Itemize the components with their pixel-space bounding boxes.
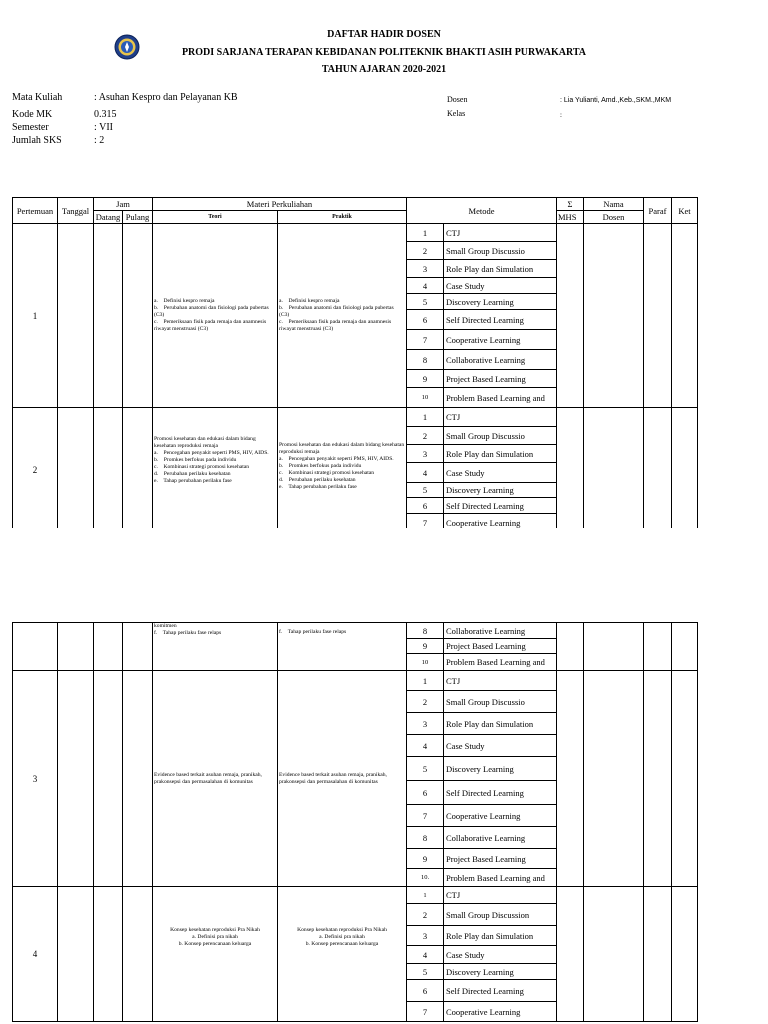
ket-cell[interactable] bbox=[672, 224, 698, 408]
praktik-text: Evidence based terkait asuhan remaja, pranikah, prakonsepsi dan permasalahan di komunitas bbox=[279, 771, 389, 785]
method-name: Self Directed Learning bbox=[444, 310, 557, 330]
teori-text: Promosi kesehatan dan edukasi dalam bidang kesehatan reproduksi remaja a. Pencegahan penyakit seperti PMS, HIV, AIDS. b. Promkes berfokus pada individu c. Kombinasi strategi promosi kesehatan d. Perubahan perilaku kesehatan e. Tahap perubahan perilaku fase bbox=[154, 436, 269, 484]
method-name: Collaborative Learning bbox=[444, 350, 557, 370]
col-sigma: Σ bbox=[557, 198, 584, 211]
ket-cell[interactable] bbox=[672, 623, 698, 671]
method-number: 4 bbox=[407, 946, 444, 964]
method-name: Case Study bbox=[444, 278, 557, 294]
method-name: Problem Based Learning and bbox=[444, 654, 557, 671]
praktik-cell bbox=[278, 623, 407, 671]
method-name: Cooperative Learning bbox=[444, 1002, 557, 1022]
method-number: 8 bbox=[407, 623, 444, 639]
method-name: Self Directed Learning bbox=[444, 781, 557, 805]
method-number: 7 bbox=[407, 1002, 444, 1022]
method-number: 1 bbox=[407, 887, 444, 904]
method-number: 6 bbox=[407, 498, 444, 514]
tanggal-cell[interactable] bbox=[58, 623, 94, 671]
method-name: Discovery Learning bbox=[444, 757, 557, 781]
praktik-cell bbox=[278, 224, 407, 408]
col-metode: Metode bbox=[407, 198, 557, 224]
document-title: DAFTAR HADIR DOSEN bbox=[327, 29, 441, 40]
meeting-number: 4 bbox=[13, 887, 58, 1022]
method-number: 4 bbox=[407, 463, 444, 483]
method-name: CTJ bbox=[444, 671, 557, 691]
method-number: 5 bbox=[407, 964, 444, 980]
method-number: 3 bbox=[407, 926, 444, 946]
ket-cell[interactable] bbox=[672, 408, 698, 533]
method-number: 6 bbox=[407, 781, 444, 805]
praktik-cell bbox=[278, 887, 407, 1022]
kode-mk-label: Kode MK bbox=[12, 109, 53, 120]
mata-kuliah-label: Mata Kuliah bbox=[12, 92, 63, 103]
pulang-cell[interactable] bbox=[123, 224, 153, 408]
method-name: Project Based Learning bbox=[444, 849, 557, 869]
praktik-cell bbox=[278, 671, 407, 887]
nama-dosen-cell[interactable] bbox=[584, 408, 644, 533]
col-mhs: MHS bbox=[557, 211, 584, 224]
method-number: 10. bbox=[407, 869, 444, 887]
semester-value: : VII bbox=[94, 122, 113, 133]
method-name: Case Study bbox=[444, 946, 557, 964]
method-number: 2 bbox=[407, 904, 444, 926]
method-number: 5 bbox=[407, 483, 444, 498]
pertemuan-cell bbox=[13, 623, 58, 671]
method-name: CTJ bbox=[444, 224, 557, 242]
attendance-table-page-2 bbox=[12, 622, 698, 1022]
col-pertemuan: Pertemuan bbox=[13, 198, 58, 224]
meeting-2-continued-row bbox=[13, 623, 698, 639]
method-name: Case Study bbox=[444, 735, 557, 757]
method-number: 9 bbox=[407, 639, 444, 654]
mata-kuliah-value: : Asuhan Kespro dan Pelayanan KB bbox=[94, 92, 238, 103]
method-name: Small Group Discussion bbox=[444, 904, 557, 926]
method-name: CTJ bbox=[444, 408, 557, 427]
method-name: Problem Based Learning and bbox=[444, 388, 557, 408]
meeting-2-row bbox=[13, 408, 698, 427]
col-datang: Datang bbox=[94, 211, 123, 224]
semester-label: Semester bbox=[12, 122, 49, 133]
jumlah-sks-value: : 2 bbox=[94, 135, 105, 146]
kelas-label: Kelas bbox=[447, 109, 466, 118]
method-number: 9 bbox=[407, 849, 444, 869]
nama-dosen-cell[interactable] bbox=[584, 224, 644, 408]
method-name: Role Play dan Simulation bbox=[444, 260, 557, 278]
col-jam: Jam bbox=[94, 198, 153, 211]
method-name: Project Based Learning bbox=[444, 370, 557, 388]
method-name: Discovery Learning bbox=[444, 483, 557, 498]
method-name: Case Study bbox=[444, 463, 557, 483]
method-name: Small Group Discussio bbox=[444, 242, 557, 260]
method-name: Discovery Learning bbox=[444, 964, 557, 980]
tanggal-cell[interactable] bbox=[58, 887, 94, 1022]
tanggal-cell[interactable] bbox=[58, 224, 94, 408]
method-name: Self Directed Learning bbox=[444, 980, 557, 1002]
meeting-1-row bbox=[13, 224, 698, 242]
method-number: 10 bbox=[407, 388, 444, 408]
dosen-label: Dosen bbox=[447, 95, 468, 104]
method-name: Small Group Discussio bbox=[444, 691, 557, 713]
tanggal-cell[interactable] bbox=[58, 408, 94, 533]
method-number: 7 bbox=[407, 514, 444, 533]
method-name: Collaborative Learning bbox=[444, 623, 557, 639]
meeting-number: 3 bbox=[13, 671, 58, 887]
method-number: 8 bbox=[407, 350, 444, 370]
mhs-cell[interactable] bbox=[557, 671, 584, 887]
method-number: 2 bbox=[407, 242, 444, 260]
teori-text: Evidence based terkait asuhan remaja, pranikah, prakonsepsi dan permasalahan di komunitas bbox=[154, 771, 264, 785]
ket-cell[interactable] bbox=[672, 671, 698, 887]
method-name: Cooperative Learning bbox=[444, 330, 557, 350]
method-number: 5 bbox=[407, 294, 444, 310]
pulang-cell[interactable] bbox=[123, 408, 153, 533]
pulang-cell[interactable] bbox=[123, 887, 153, 1022]
meeting-number: 2 bbox=[13, 408, 58, 533]
datang-cell[interactable] bbox=[94, 224, 123, 408]
method-name: CTJ bbox=[444, 887, 557, 904]
method-number: 6 bbox=[407, 980, 444, 1002]
datang-cell[interactable] bbox=[94, 887, 123, 1022]
col-pulang: Pulang bbox=[123, 211, 153, 224]
teori-text: Konsep kesehatan reproduksi Pra Nikah a. Definisi pra nikah b. Konsep perencanaan keluarga bbox=[170, 927, 260, 947]
meeting-3-row bbox=[13, 671, 698, 691]
method-name: Self Directed Learning bbox=[444, 498, 557, 514]
mhs-cell[interactable] bbox=[557, 224, 584, 408]
method-number: 8 bbox=[407, 827, 444, 849]
col-ket: Ket bbox=[672, 198, 698, 224]
teori-cell bbox=[153, 623, 278, 671]
method-name: Role Play dan Simulation bbox=[444, 713, 557, 735]
teori-cell bbox=[153, 224, 278, 408]
method-number: 10 bbox=[407, 654, 444, 671]
nama-dosen-cell[interactable] bbox=[584, 887, 644, 1022]
col-praktik: Praktik bbox=[278, 211, 407, 224]
dosen-value: : Lia Yulianti, Amd.,Keb.,SKM.,MKM bbox=[560, 97, 672, 104]
kelas-value: : bbox=[560, 111, 562, 119]
praktik-text: a. Definisi kespro remaja b. Perubahan anatomi dan fisiologi pada pubertas (C3) c. Pemeriksaan fisik pada remaja dan anamnesis riwayat menstruasi (C3) bbox=[279, 298, 394, 332]
method-name: Discovery Learning bbox=[444, 294, 557, 310]
teori-text: a. Definisi kespro remaja b. Perubahan anatomi dan fisiologi pada pubertas (C3) c. Pemeriksaan fisik pada remaja dan anamnesis riwayat menstruasi (C3) bbox=[154, 298, 269, 332]
pulang-cell[interactable] bbox=[123, 671, 153, 887]
meeting-4-row bbox=[13, 887, 698, 904]
nama-dosen-cell[interactable] bbox=[584, 671, 644, 887]
mhs-cell[interactable] bbox=[557, 408, 584, 533]
col-dosen: Dosen bbox=[584, 211, 644, 224]
paraf-cell[interactable] bbox=[644, 671, 672, 887]
col-paraf: Paraf bbox=[644, 198, 672, 224]
attendance-table-page-1 bbox=[12, 197, 698, 533]
paraf-cell[interactable] bbox=[644, 224, 672, 408]
col-teori: Teori bbox=[153, 211, 278, 224]
method-number: 7 bbox=[407, 330, 444, 350]
praktik-text: Konsep kesehatan reproduksi Pra Nikah a. Definisi pra nikah b. Konsep perencanaan keluarga bbox=[297, 927, 387, 947]
method-number: 3 bbox=[407, 445, 444, 463]
document-subtitle: PRODI SARJANA TERAPAN KEBIDANAN POLITEKNIK BHAKTI ASIH PURWAKARTA bbox=[181, 47, 587, 58]
method-number: 2 bbox=[407, 427, 444, 445]
method-number: 3 bbox=[407, 713, 444, 735]
kode-mk-value: 0.315 bbox=[94, 109, 117, 120]
praktik-text: Promosi kesehatan dan edukasi dalam bidang kesehatan reproduksi remaja a. Pencegahan penyakit seperti PMS, HIV, AIDS. b. Promkes berfokus pada individu c. Kombinasi strategi promosi kesehatan d. Perubahan perilaku kesehatan e. Tahap perubahan perilaku fase bbox=[279, 442, 405, 490]
teori-cell bbox=[153, 887, 278, 1022]
method-name: Problem Based Learning and bbox=[444, 869, 557, 887]
jumlah-sks-label: Jumlah SKS bbox=[12, 135, 62, 146]
method-number: 6 bbox=[407, 310, 444, 330]
col-nama: Nama bbox=[584, 198, 644, 211]
datang-cell[interactable] bbox=[94, 408, 123, 533]
method-name: Project Based Learning bbox=[444, 639, 557, 654]
tanggal-cell[interactable] bbox=[58, 671, 94, 887]
meeting-number: 1 bbox=[13, 224, 58, 408]
page-gap bbox=[0, 528, 768, 622]
method-name: Small Group Discussio bbox=[444, 427, 557, 445]
method-name: Role Play dan Simulation bbox=[444, 445, 557, 463]
method-name: Cooperative Learning bbox=[444, 805, 557, 827]
paraf-cell[interactable] bbox=[644, 887, 672, 1022]
mhs-cell[interactable] bbox=[557, 887, 584, 1022]
col-materi: Materi Perkuliahan bbox=[153, 198, 407, 211]
paraf-cell[interactable] bbox=[644, 408, 672, 533]
method-name: Collaborative Learning bbox=[444, 827, 557, 849]
academic-year: TAHUN AJARAN 2020-2021 bbox=[321, 64, 447, 75]
method-number: 1 bbox=[407, 408, 444, 427]
method-number: 1 bbox=[407, 671, 444, 691]
teori-cell bbox=[153, 671, 278, 887]
document-page-2 bbox=[0, 622, 768, 1024]
datang-cell[interactable] bbox=[94, 671, 123, 887]
method-number: 3 bbox=[407, 260, 444, 278]
method-name: Role Play dan Simulation bbox=[444, 926, 557, 946]
method-name: Cooperative Learning bbox=[444, 514, 557, 533]
pulang-cell[interactable] bbox=[123, 623, 153, 671]
method-number: 4 bbox=[407, 735, 444, 757]
praktik-cell bbox=[278, 408, 407, 533]
teori-cell bbox=[153, 408, 278, 533]
teori-text: komitmen f. Tahap perilaku fase relaps bbox=[154, 623, 222, 636]
ket-cell[interactable] bbox=[672, 887, 698, 1022]
method-number: 1 bbox=[407, 224, 444, 242]
method-number: 4 bbox=[407, 278, 444, 294]
nama-dosen-cell[interactable] bbox=[584, 623, 644, 671]
method-number: 5 bbox=[407, 757, 444, 781]
paraf-cell[interactable] bbox=[644, 623, 672, 671]
method-number: 9 bbox=[407, 370, 444, 388]
praktik-text: f. Tahap perilaku fase relaps bbox=[279, 629, 347, 635]
datang-cell[interactable] bbox=[94, 623, 123, 671]
col-tanggal: Tanggal bbox=[58, 198, 94, 224]
mhs-cell[interactable] bbox=[557, 623, 584, 671]
method-number: 7 bbox=[407, 805, 444, 827]
method-number: 2 bbox=[407, 691, 444, 713]
